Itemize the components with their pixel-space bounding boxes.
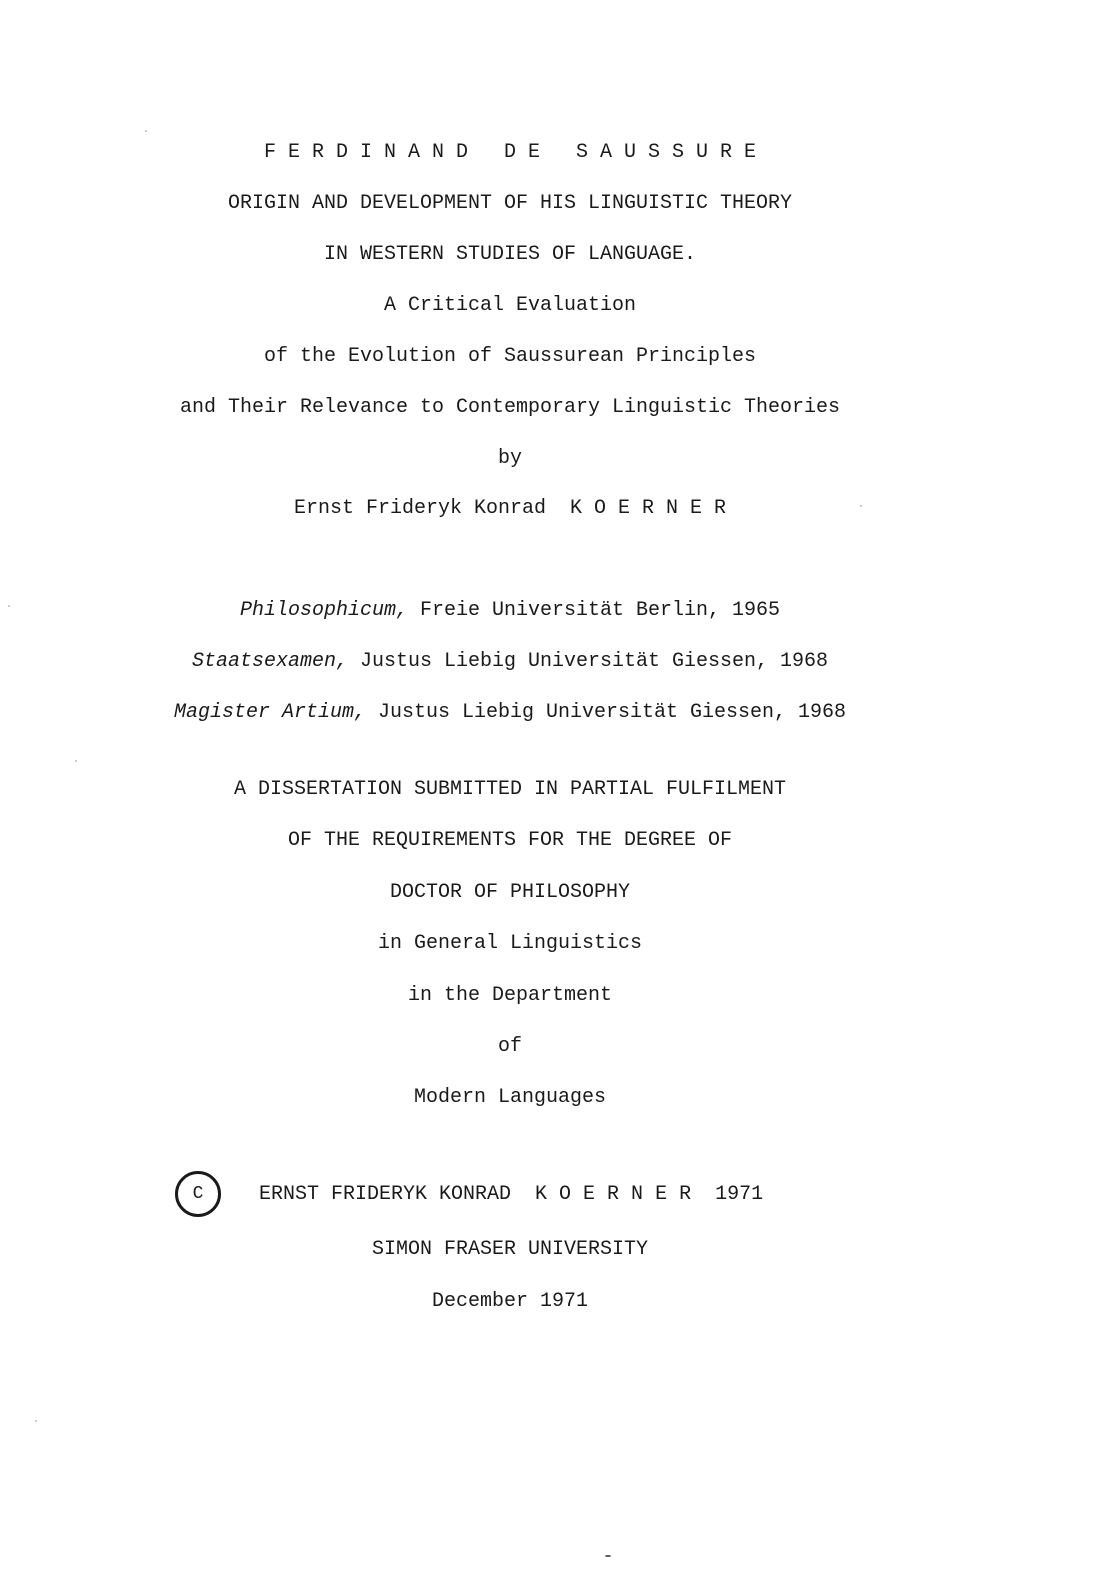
department-line: in the Department (407, 984, 613, 1007)
title-line-2: IN WESTERN STUDIES OF LANGUAGE. (323, 243, 697, 266)
degree-1 (0, 599, 1020, 623)
degree-3 (0, 701, 1020, 725)
degree-2-title: Staatsexamen, (191, 650, 348, 673)
copyright-text: ERNST FRIDERYK KONRAD K O E R N E R 1971 (259, 1182, 764, 1206)
subtitle-line-2: of the Evolution of Saussurean Principles (263, 345, 757, 368)
scan-speck (8, 605, 10, 607)
scan-speck (145, 130, 147, 132)
degree-1-title: Philosophicum, (239, 599, 408, 622)
degree-name: DOCTOR OF PHILOSOPHY (389, 881, 631, 904)
scan-speck (605, 1555, 611, 1557)
field-of-study: in General Linguistics (377, 932, 643, 955)
submission-date: December 1971 (431, 1290, 589, 1313)
scan-speck (75, 760, 77, 762)
degree-2 (0, 650, 1020, 674)
department-name: Modern Languages (413, 1086, 607, 1109)
university-name: SIMON FRASER UNIVERSITY (371, 1238, 649, 1261)
by-line: by (497, 447, 522, 470)
subtitle-line-1: A Critical Evaluation (383, 294, 637, 317)
degree-1-institution: Freie Universität Berlin, 1965 (407, 599, 781, 622)
author-name: Ernst Frideryk Konrad K O E R N E R (293, 497, 727, 520)
submission-line-2: OF THE REQUIREMENTS FOR THE DEGREE OF (287, 829, 733, 852)
submission-line-1: A DISSERTATION SUBMITTED IN PARTIAL FULFILMENT (233, 778, 787, 801)
degree-3-institution: Justus Liebig Universität Giessen, 1968 (365, 701, 847, 724)
degree-3-title: Magister Artium, (173, 701, 366, 724)
degree-2-institution: Justus Liebig Universität Giessen, 1968 (347, 650, 829, 673)
of-line: of (497, 1035, 522, 1058)
scan-speck (860, 505, 862, 507)
copyright-icon: C (175, 1171, 221, 1217)
copyright-notice (175, 1168, 763, 1220)
subject-heading: F E R D I N A N D D E S A U S S U R E (263, 141, 757, 164)
title-line-1: ORIGIN AND DEVELOPMENT OF HIS LINGUISTIC THEORY (227, 192, 793, 215)
scan-speck (35, 1420, 37, 1422)
subtitle-line-3: and Their Relevance to Contemporary Linguistic Theories (179, 396, 841, 419)
